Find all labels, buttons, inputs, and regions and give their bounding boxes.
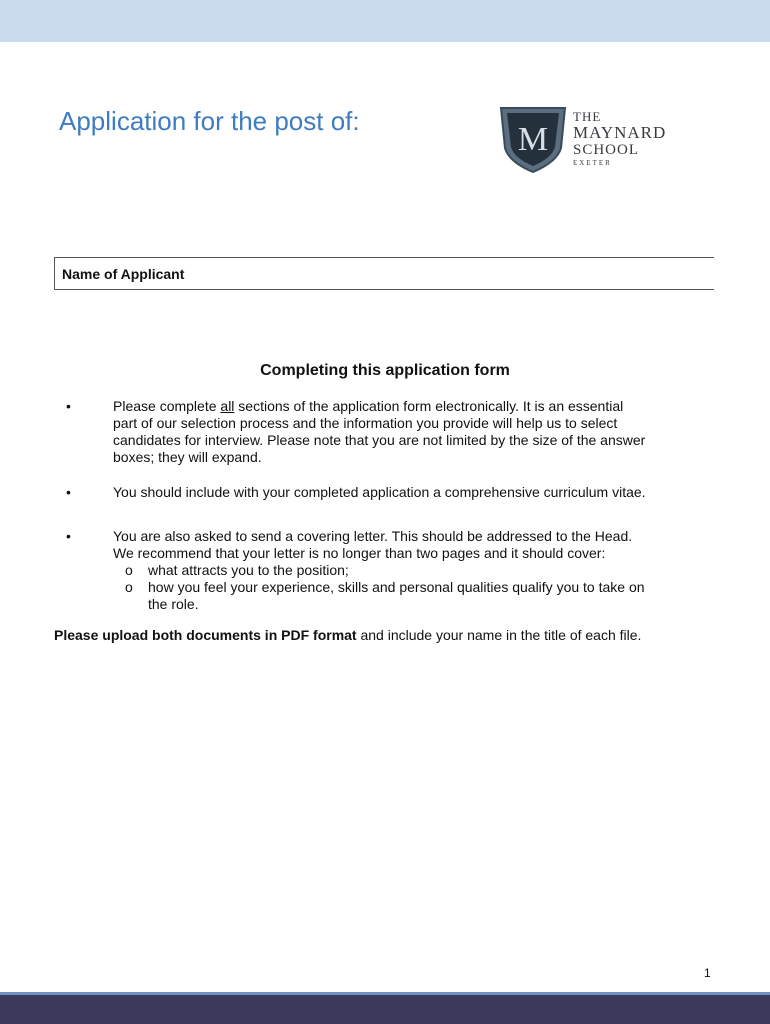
instructions-heading: Completing this application form [260,362,510,379]
logo-text-exeter: EXETER [573,159,612,167]
logo-text-maynard: MAYNARD [573,123,667,142]
crest-letter: M [517,121,549,158]
top-banner [0,0,770,42]
page-number: 1 [704,966,711,980]
school-logo [497,104,687,174]
logo-text-school: SCHOOL [573,142,640,158]
applicant-name-label: Name of Applicant [62,265,185,282]
sub-list-item: o what attracts you to the position; [125,562,349,578]
bullet-icon: • [66,484,71,500]
upload-instruction: Please upload both documents in PDF format and include your name in the title of each file. [54,627,642,643]
crest-icon [497,104,569,174]
applicant-name-row [54,257,714,290]
applicant-name-input[interactable] [192,260,714,288]
bullet-icon: • [66,528,71,544]
bottom-banner [0,992,770,1024]
logo-text-the: THE [573,109,602,124]
sub-bullet-icon: o [125,579,133,595]
sub-list-item: o how you feel your experience, skills and personal qualities qualify you to take on the role. [125,579,645,612]
post-title: Application for the post of: [59,106,360,136]
sub-bullet-icon: o [125,562,133,578]
bullet-icon: • [66,398,71,414]
